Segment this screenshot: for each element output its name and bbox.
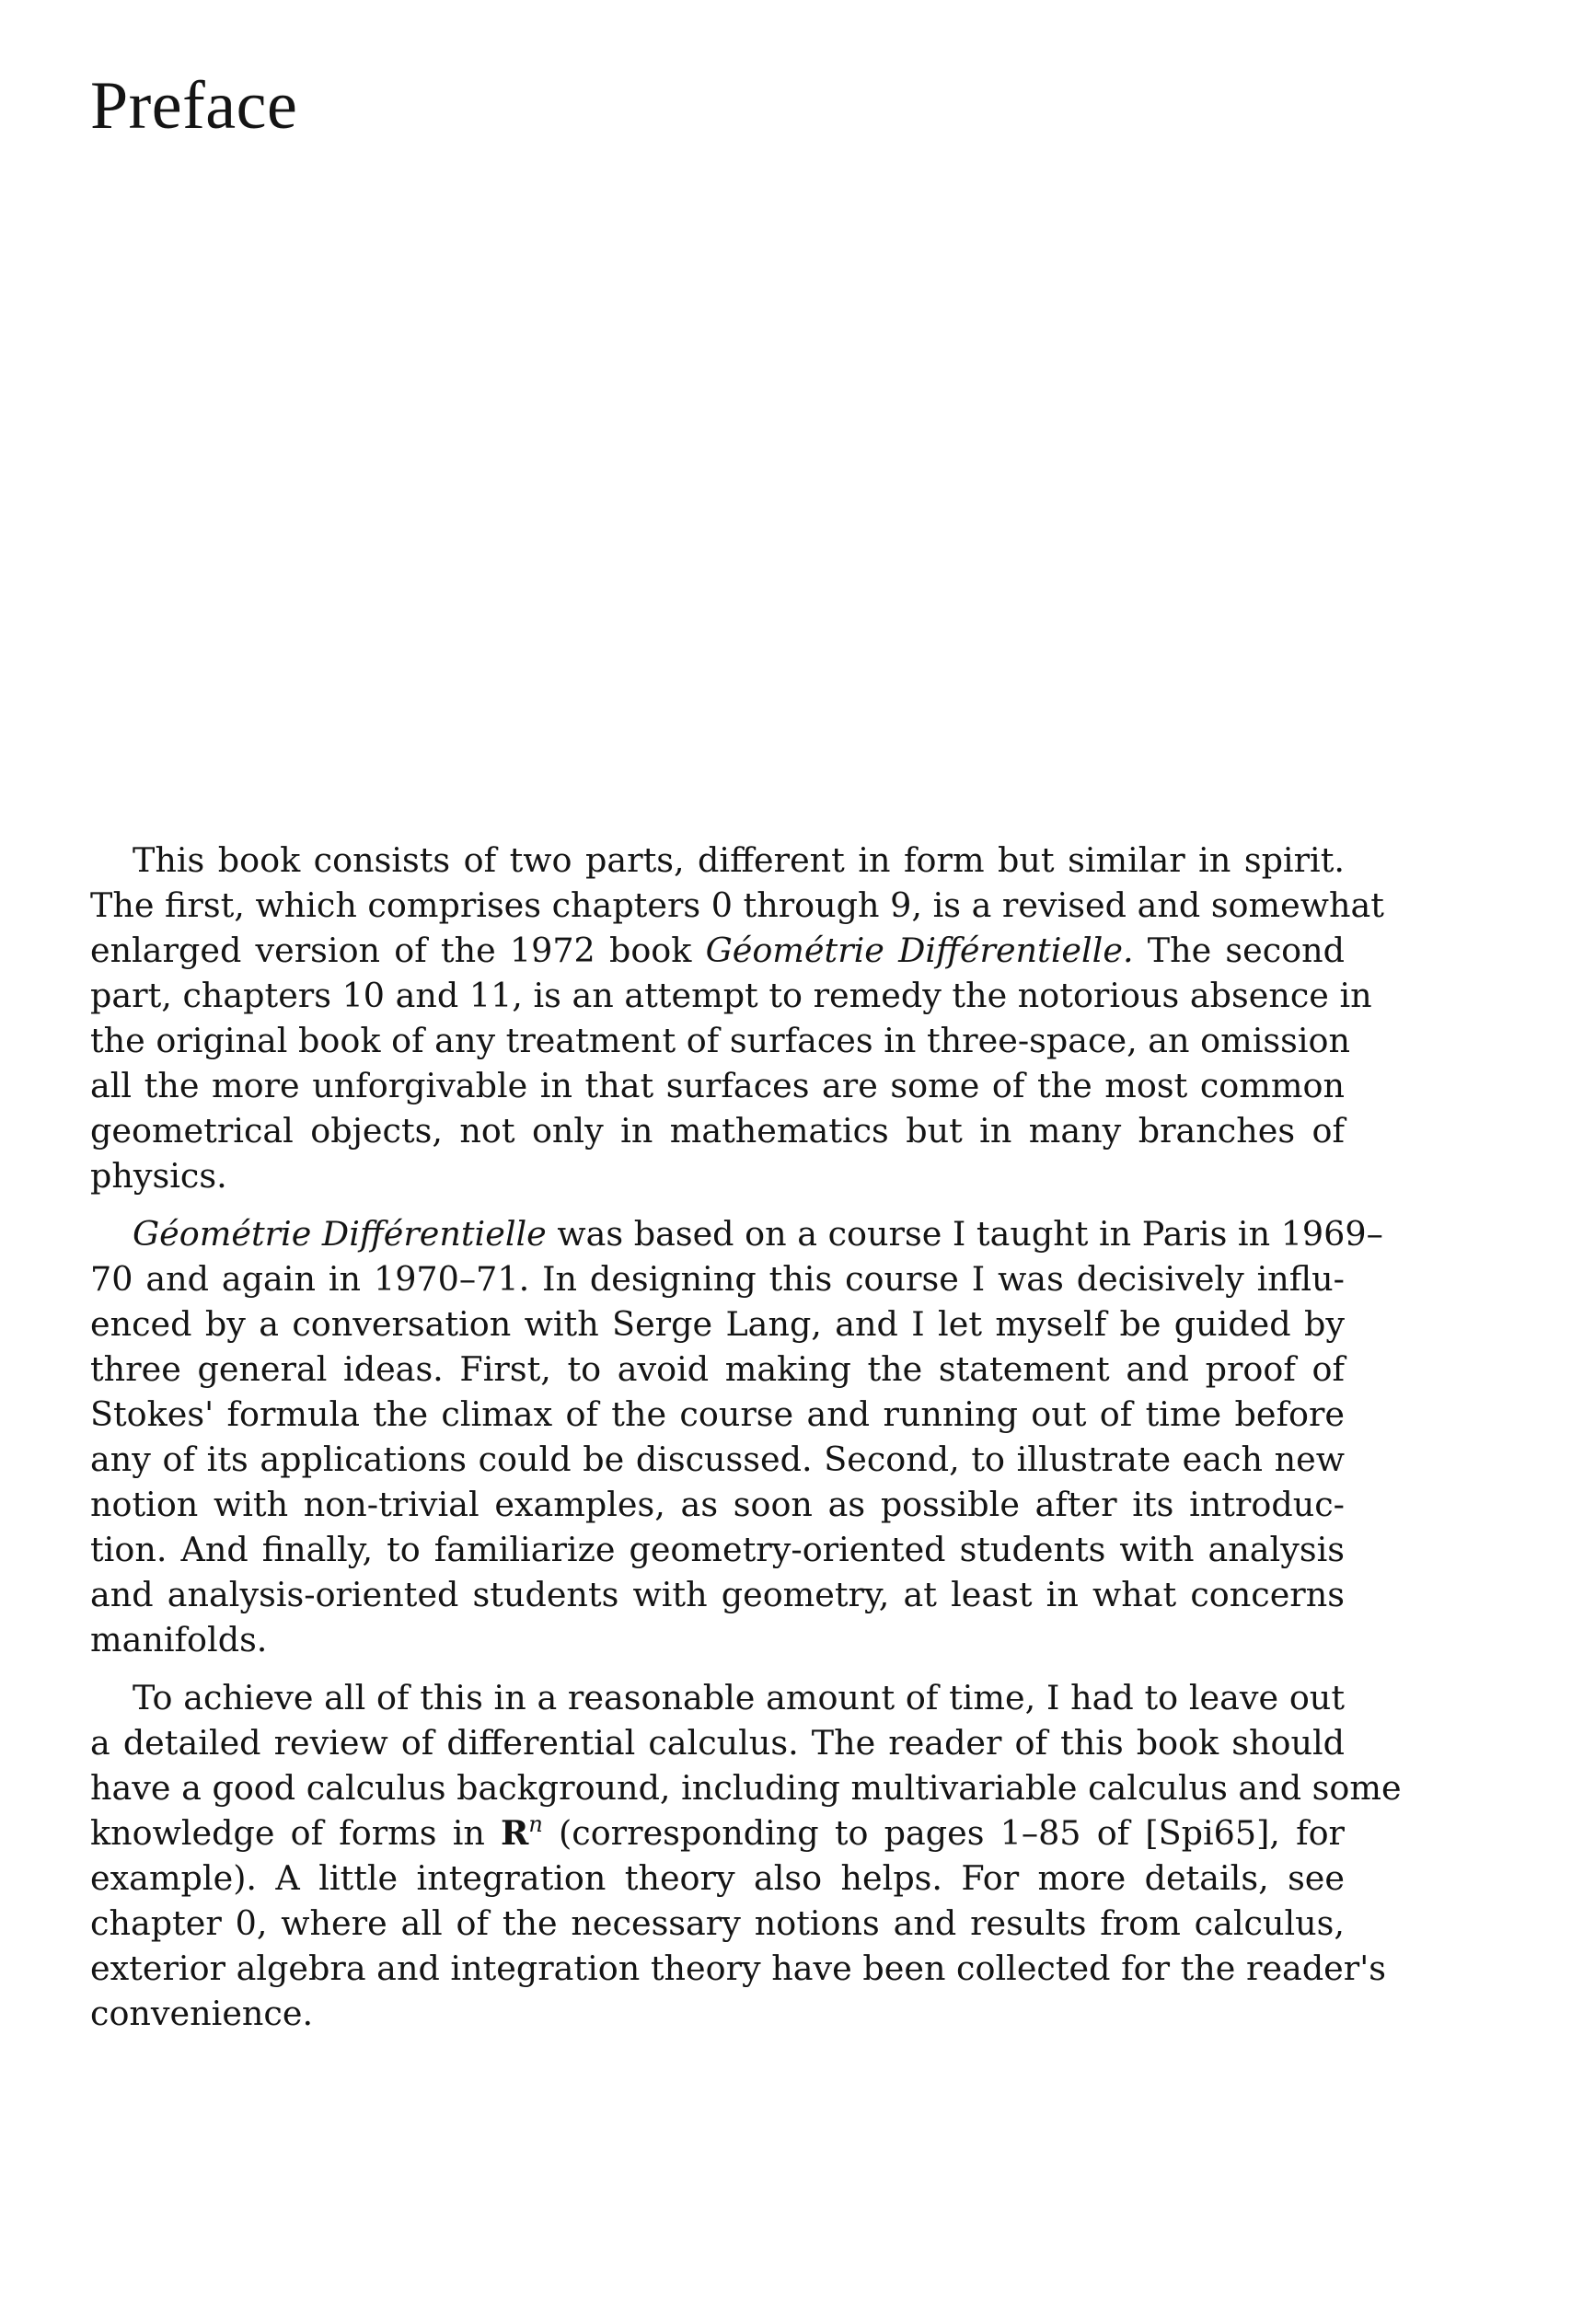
text-line: notion with non-trivial examples, as soon as possible after its introduc- — [90, 1485, 1345, 1524]
book-title-italic: Géométrie Différentielle — [133, 1214, 547, 1254]
text-line: a detailed review of differential calculus. The reader of this book should — [90, 1723, 1345, 1763]
text-line: To achieve all of this in a reasonable amount of time, I had to leave out — [133, 1678, 1345, 1717]
text-line: and analysis-oriented students with geometry, at least in what concerns — [90, 1575, 1345, 1614]
paragraph-2 — [90, 1211, 1383, 1662]
text-line: manifolds. — [90, 1620, 268, 1659]
math-superscript-n: n — [528, 1811, 543, 1837]
text-line: any of its applications could be discussed. Second, to illustrate each new — [90, 1439, 1345, 1479]
text-run: The second — [1133, 931, 1345, 970]
book-title-italic: Géométrie Différentielle. — [705, 931, 1134, 970]
paragraph-1 — [90, 838, 1384, 1198]
text-run: was based on a course I taught in Paris in 1969– — [546, 1214, 1383, 1254]
text-line: Stokes' formula the climax of the course and running out of time before — [90, 1394, 1345, 1434]
text-line: exterior algebra and integration theory have been collected for the reader's — [90, 1948, 1386, 1988]
text-line: The first, which comprises chapters 0 through 9, is a revised and somewhat — [90, 885, 1384, 925]
paragraph-3 — [90, 1675, 1402, 2036]
text-line: This book consists of two parts, different in form but similar in spirit. — [133, 840, 1345, 880]
text-run: enlarged version of the 1972 book — [90, 931, 706, 970]
text-line: all the more unforgivable in that surfaces are some of the most common — [90, 1066, 1345, 1105]
text-run: (corresponding to pages 1–85 of [Spi65], for — [542, 1813, 1346, 1853]
text-line: have a good calculus background, including multivariable calculus and some — [90, 1768, 1402, 1808]
text-line: tion. And finally, to familiarize geometry-oriented students with analysis — [90, 1530, 1345, 1569]
preface-body — [90, 838, 1402, 2036]
text-line — [90, 1211, 1383, 1256]
text-line: chapter 0, where all of the necessary notions and results from calculus, — [90, 1903, 1345, 1943]
text-line — [90, 1810, 1345, 1856]
text-line: part, chapters 10 and 11, is an attempt to remedy the notorious absence in — [90, 976, 1372, 1015]
text-line: the original book of any treatment of surfaces in three-space, an omission — [90, 1021, 1351, 1060]
text-line: three general ideas. First, to avoid making the statement and proof of — [90, 1349, 1345, 1389]
text-line: physics. — [90, 1156, 227, 1196]
page-title: Preface — [90, 68, 298, 144]
text-line: enced by a conversation with Serge Lang, and I let myself be guided by — [90, 1304, 1345, 1344]
text-line: geometrical objects, not only in mathematics but in many branches of — [90, 1111, 1345, 1150]
text-line: 70 and again in 1970–71. In designing this course I was decisively influ- — [90, 1259, 1345, 1299]
text-line — [90, 928, 1345, 973]
text-line: example). A little integration theory also helps. For more details, see — [90, 1858, 1345, 1898]
text-run: knowledge of forms in — [90, 1813, 502, 1853]
text-line: convenience. — [90, 1994, 314, 2033]
math-blackboard-r: R — [501, 1813, 529, 1853]
